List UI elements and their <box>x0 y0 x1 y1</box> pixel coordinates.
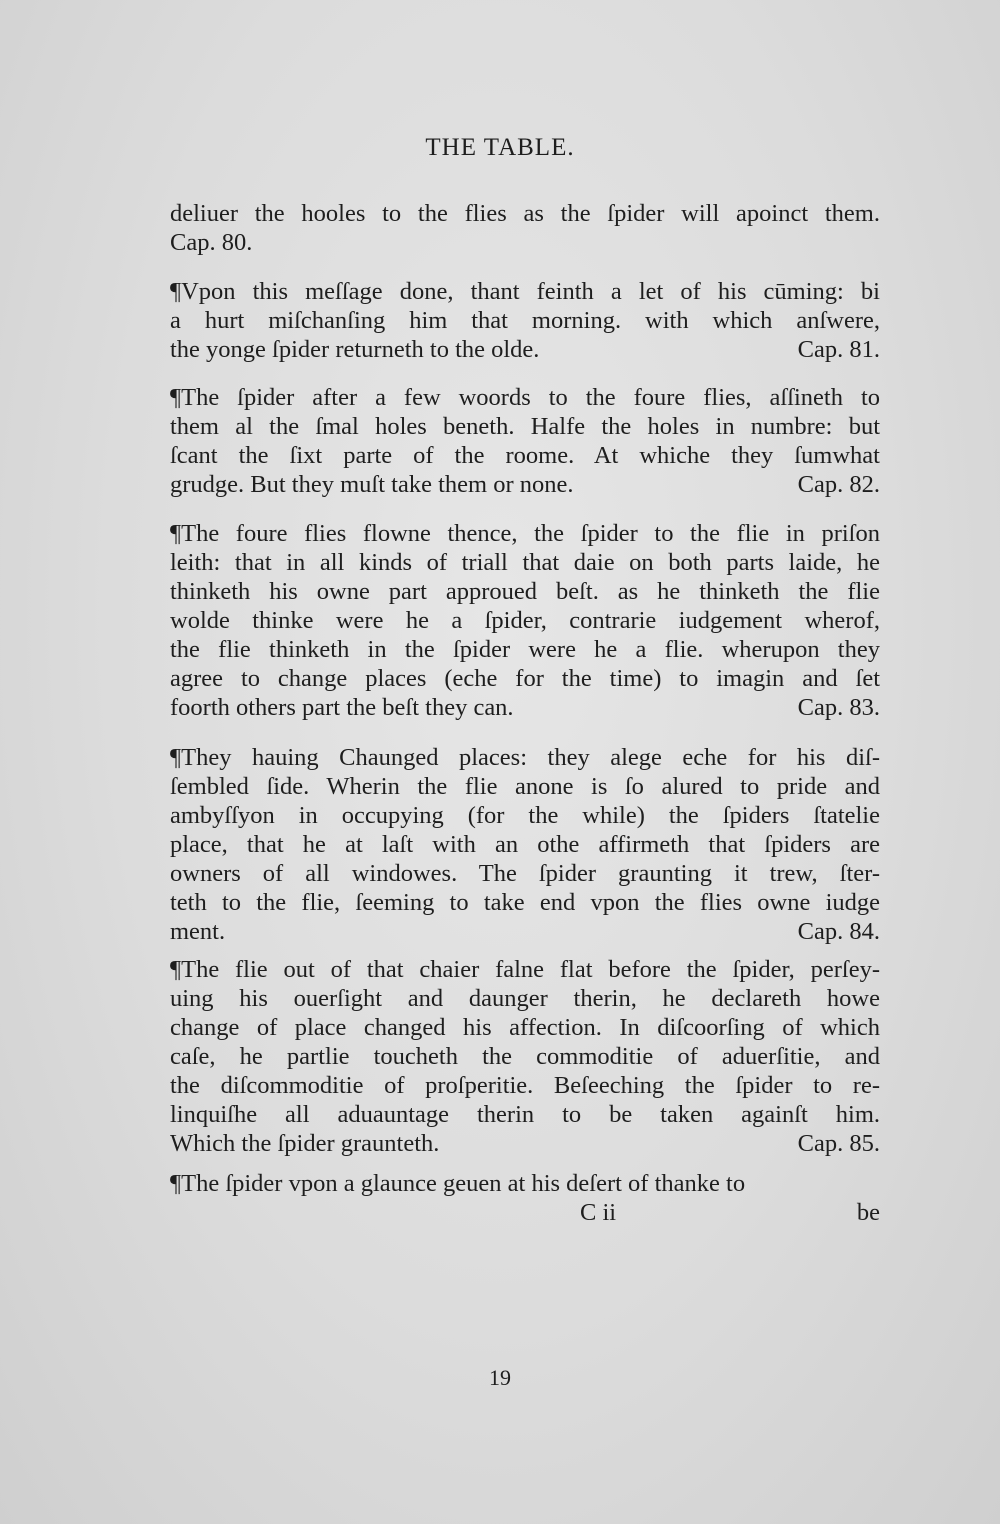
toc-entry-line <box>170 859 880 889</box>
chapter-reference: Cap. 82. <box>797 471 880 498</box>
toc-entry-line <box>170 383 880 413</box>
toc-entry-line <box>170 743 880 773</box>
page-number: 19 <box>489 1365 511 1390</box>
toc-entry-text: deliuer the hooles to the flies as the ſpider will apoinct them. <box>170 200 880 227</box>
toc-entry-text: ¶They hauing Chaunged places: they alege eche for his diſ- <box>170 744 880 771</box>
toc-entry-text: wolde thinke were he a ſpider, contrarie iudgement wherof, <box>170 607 880 634</box>
toc-entry-line <box>170 1071 880 1101</box>
toc-entry-text: linquiſhe all aduauntage therin to be taken againſt him. <box>170 1101 880 1128</box>
toc-entry-line <box>170 955 880 985</box>
toc-entry-text: Which the ſpider graunteth. <box>170 1130 440 1157</box>
toc-entry-text: teth to the flie, ſeeming to take end vpon the flies owne iudge <box>170 889 880 916</box>
toc-entry-text: owners of all windowes. The ſpider graunting it trew, ſter- <box>170 860 880 887</box>
toc-entry-line <box>170 606 880 636</box>
toc-entry-text: ſcant the ſixt parte of the roome. At whiche they ſumwhat <box>170 442 880 469</box>
toc-entry-text: place, that he at laſt with an othe affirmeth that ſpiders are <box>170 831 880 858</box>
toc-entry-text: leith: that in all kinds of triall that daie on both parts laide, he <box>170 549 880 576</box>
toc-entry-line <box>170 830 880 860</box>
toc-entry-text: caſe, he partlie toucheth the commoditie of aduerſitie, and <box>170 1043 880 1070</box>
toc-entry-text: thinketh his owne part approued beſt. as he thinketh the flie <box>170 578 880 605</box>
toc-entry-text: Cap. 80. <box>170 229 253 256</box>
toc-entry-line <box>170 306 880 336</box>
catchword: be <box>856 1199 880 1226</box>
signature-mark: C ii <box>580 1199 617 1226</box>
toc-entry-text: the flie thinketh in the ſpider were he a flie. wherupon they <box>170 636 880 663</box>
toc-entry-text: ¶The foure flies flowne thence, the ſpider to the flie in priſon <box>170 520 880 547</box>
toc-entry-text: them al the ſmal holes beneth. Halfe the holes in numbre: but <box>170 413 880 440</box>
toc-entry-text: change of place changed his affection. In diſcoorſing of which <box>170 1014 880 1041</box>
toc-entry-line <box>170 199 880 229</box>
toc-entry-text: foorth others part the beſt they can. <box>170 694 514 721</box>
toc-entry-line <box>170 548 880 578</box>
toc-entry-text: the yonge ſpider returneth to the olde. <box>170 336 540 363</box>
chapter-reference: Cap. 85. <box>797 1130 880 1157</box>
toc-entry-text: ſembled ſide. Wherin the flie anone is ſo alured to pride and <box>170 773 880 800</box>
toc-entry-text: ¶The flie out of that chaier falne flat before the ſpider, perſey- <box>170 956 880 983</box>
toc-entry-text: a hurt miſchanſing him that morning. with which anſwere, <box>170 307 880 334</box>
toc-entry-line <box>170 664 880 694</box>
toc-entry-line <box>170 693 880 723</box>
toc-entry-line <box>170 635 880 665</box>
toc-entry-line <box>170 441 880 471</box>
toc-entry-line <box>170 1013 880 1043</box>
toc-entry-text: agree to change places (eche for the time) to imagin and ſet <box>170 665 880 692</box>
toc-entry-line <box>170 801 880 831</box>
chapter-reference: Cap. 84. <box>797 918 880 945</box>
toc-entry-line <box>170 277 880 307</box>
toc-entry-line <box>170 1169 880 1199</box>
toc-entry-line <box>170 412 880 442</box>
chapter-reference: Cap. 81. <box>797 336 880 363</box>
toc-entry-text: grudge. But they muſt take them or none. <box>170 471 574 498</box>
toc-entry-text: ¶The ſpider vpon a glaunce geuen at his deſert of thanke to <box>170 1170 746 1197</box>
toc-entry-line <box>170 1042 880 1072</box>
toc-entry-line <box>170 772 880 802</box>
toc-entry-line <box>170 984 880 1014</box>
toc-entry-line <box>170 470 880 500</box>
chapter-reference: Cap. 83. <box>797 694 880 721</box>
toc-entry-text: uing his ouerſight and daunger therin, he declareth howe <box>170 985 880 1012</box>
toc-entry-line <box>170 335 880 365</box>
toc-entry-text: ambyſſyon in occupying (for the while) the ſpiders ſtatelie <box>170 802 880 829</box>
signature-line <box>170 1199 880 1229</box>
running-head: THE TABLE. <box>425 134 575 161</box>
toc-entry-line <box>170 917 880 947</box>
toc-entry-text: ment. <box>170 918 226 945</box>
toc-entry-line <box>170 228 880 258</box>
toc-entry-text: ¶Vpon this meſſage done, thant feinth a let of his cūming: bi <box>170 278 880 305</box>
toc-entry-text: the diſcommoditie of proſperitie. Beſeeching the ſpider to re- <box>170 1072 880 1099</box>
toc-entry-line <box>170 1129 880 1159</box>
toc-entry-line <box>170 888 880 918</box>
toc-entry-line <box>170 1100 880 1130</box>
toc-entry-line <box>170 577 880 607</box>
toc-entry-line <box>170 519 880 549</box>
toc-entry-text: ¶The ſpider after a few woords to the foure flies, aſſineth to <box>170 384 880 411</box>
